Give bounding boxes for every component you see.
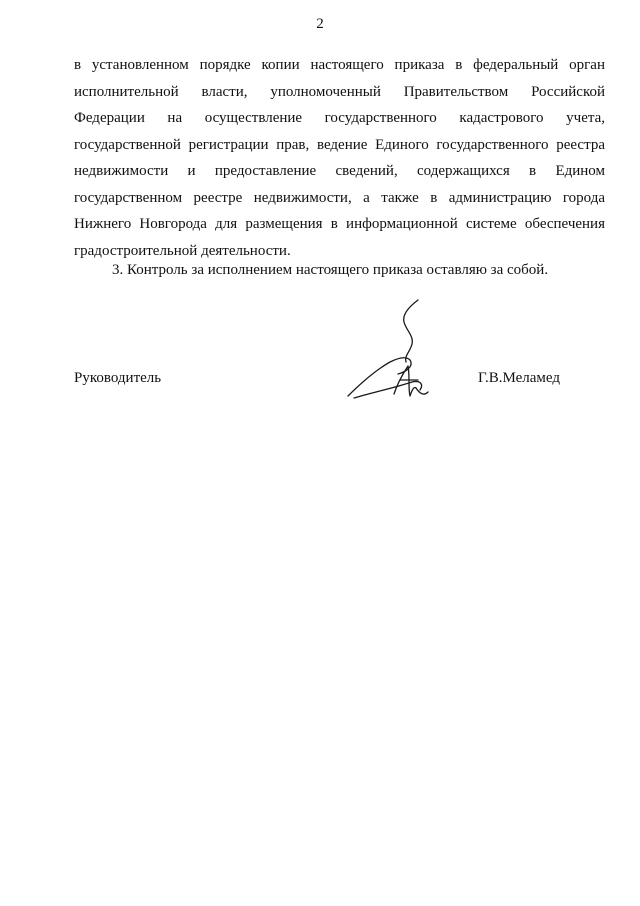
page-number: 2 xyxy=(316,16,324,32)
text-line: государственной регистрации прав, ведение Единого государственного реестра xyxy=(74,136,605,153)
text-line: недвижимости и предоставление сведений, содержащихся в Едином xyxy=(74,163,605,179)
text-line: градостроительной деятельности. xyxy=(74,242,291,259)
text-line: исполнительной власти, уполномоченный Правительством Российской xyxy=(74,83,605,100)
signatory-title: Руководитель xyxy=(74,370,162,386)
text-line: Федерации на осуществление государственного кадастрового учета, xyxy=(74,110,605,126)
text-line: государственном реестре недвижимости, а также в администрацию города xyxy=(74,189,605,206)
signatory-name: Г.В.Меламед xyxy=(478,370,561,386)
paragraph-continuation xyxy=(74,52,605,264)
paragraph-3: 3. Контроль за исполнением настоящего приказа оставляю за собой. xyxy=(112,262,549,278)
handwritten-signature xyxy=(340,296,436,406)
text-line: Нижнего Новгорода для размещения в информационной системе обеспечения xyxy=(74,216,605,232)
text-line: в установленном порядке копии настоящего приказа в федеральный орган xyxy=(74,57,605,73)
